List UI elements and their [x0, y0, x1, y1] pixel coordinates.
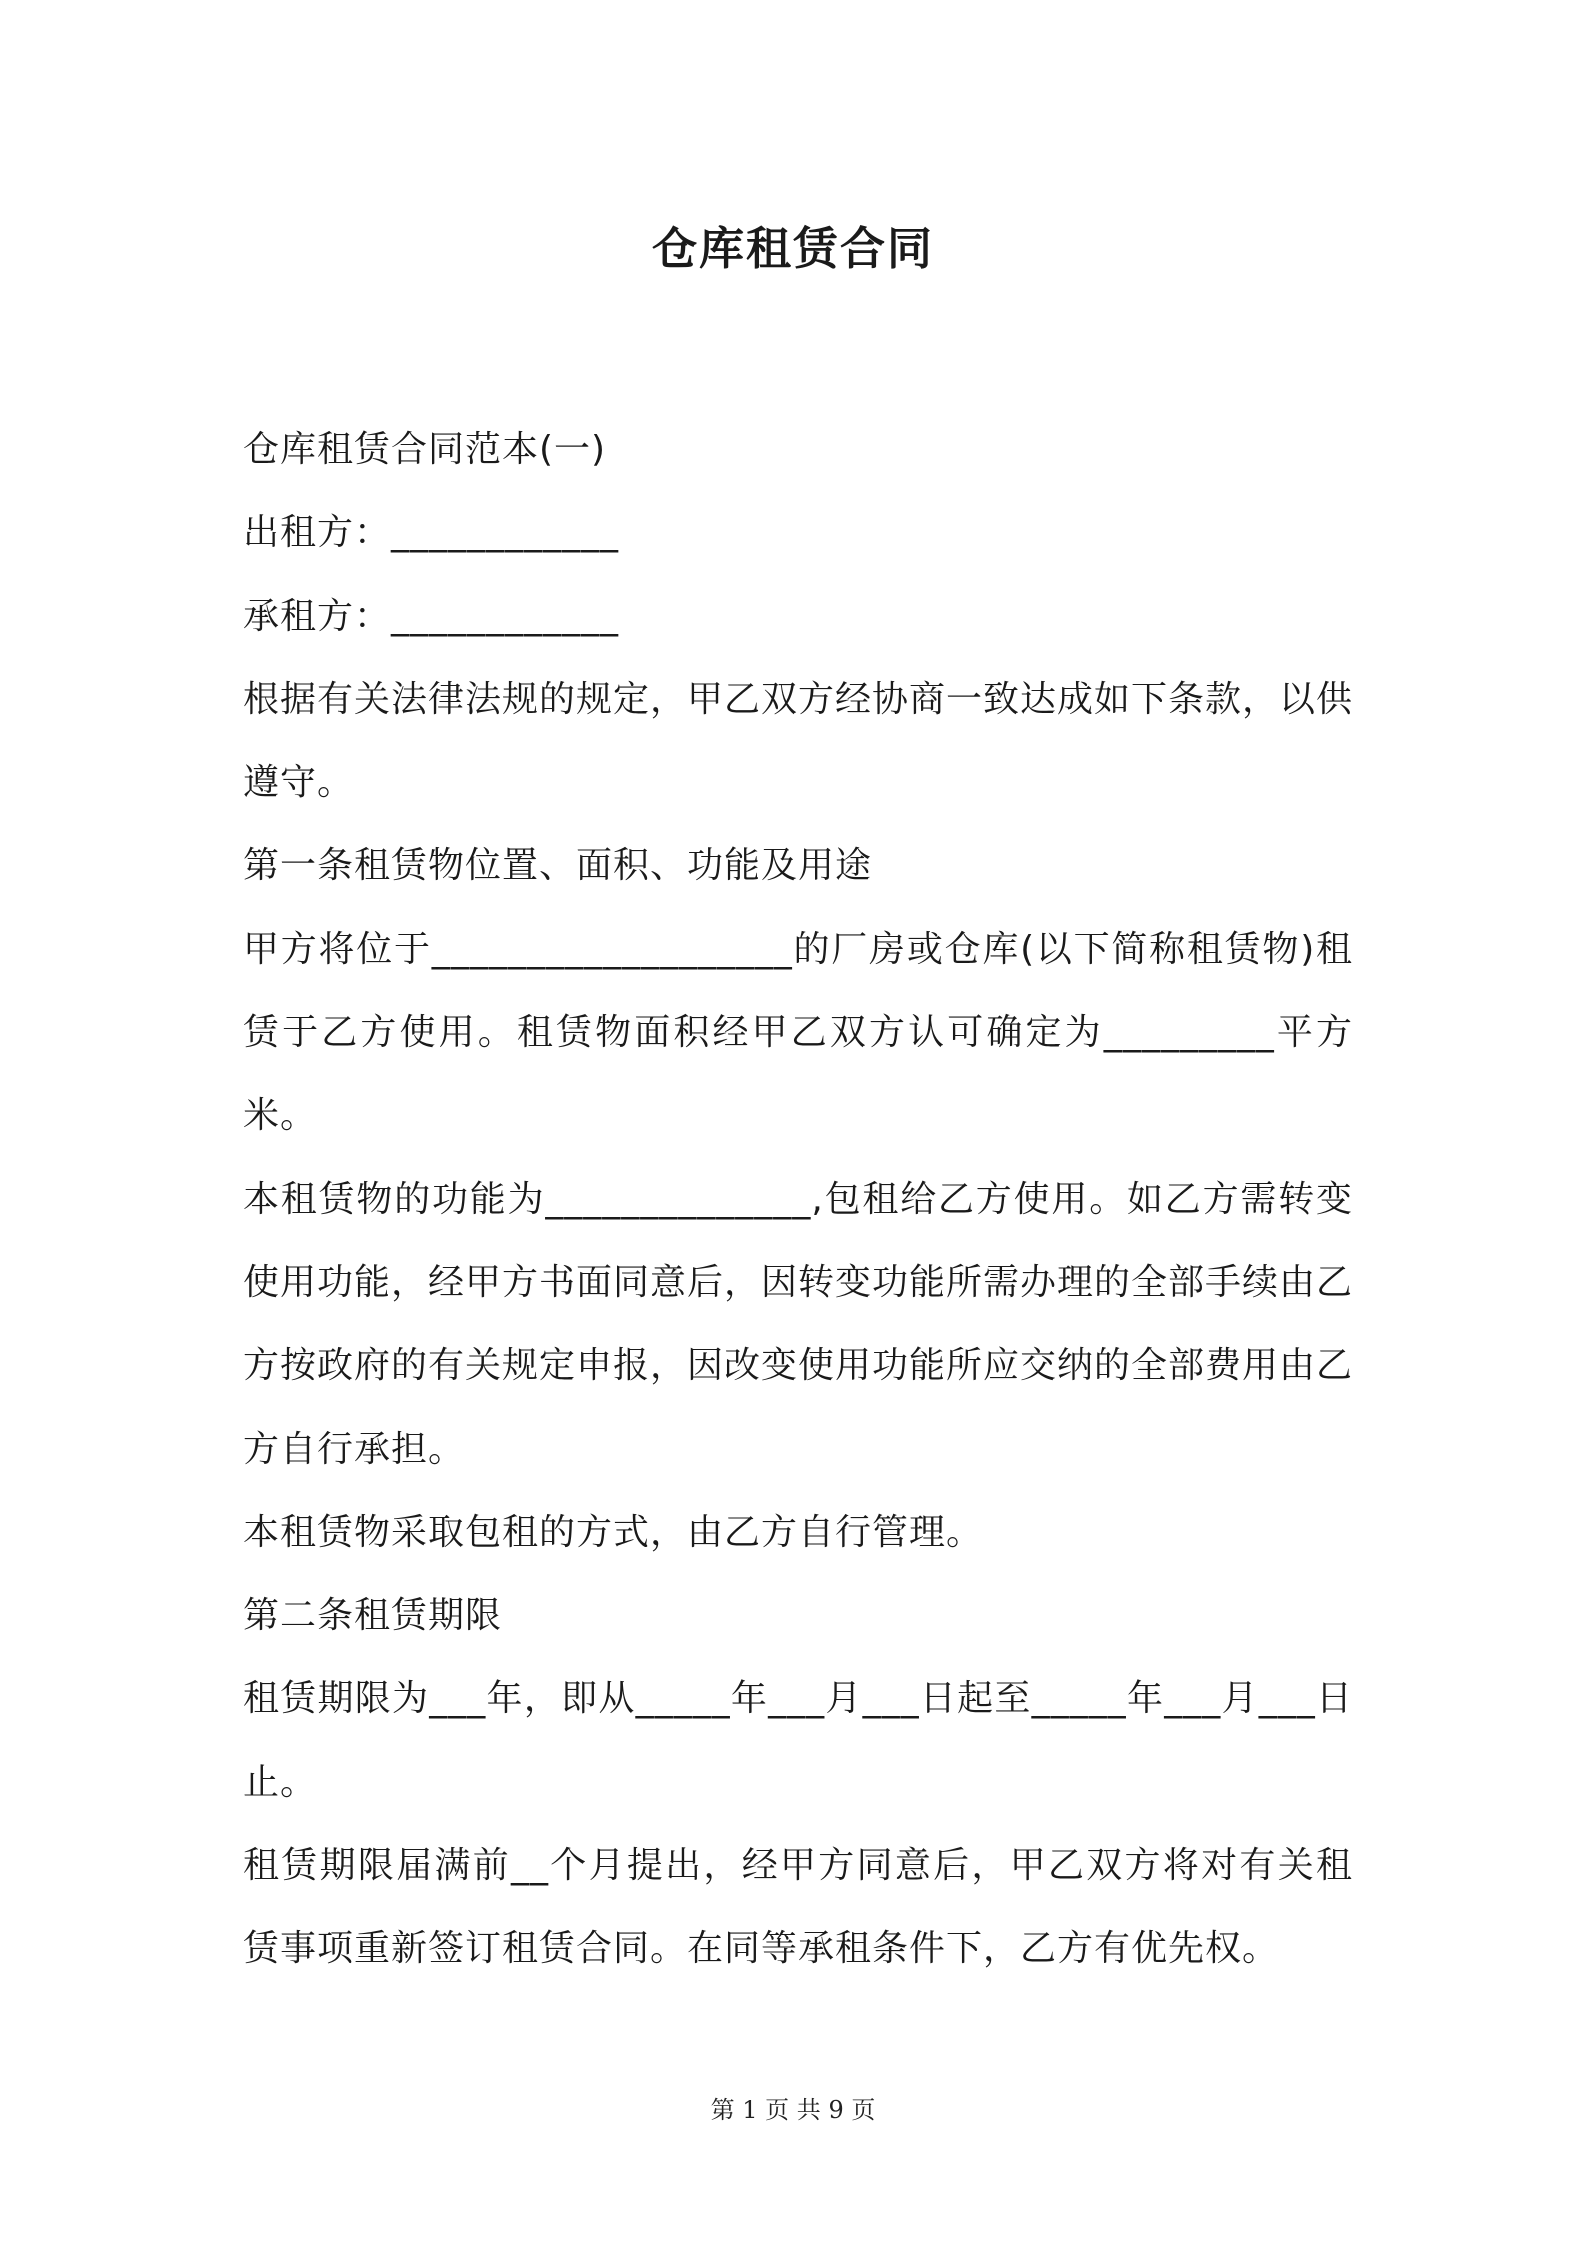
- document-body: [243, 408, 1353, 1991]
- article-1-paragraph-3: 本租赁物采取包租的方式，由乙方自行管理。: [243, 1511, 984, 1553]
- document-title: 仓库租赁合同: [651, 222, 934, 275]
- article-2-paragraph-1: 租赁期限为___年，即从_____年___月___日起至_____年___月___日止。: [243, 1678, 1353, 1803]
- lessor-line: 出租方：____________: [243, 512, 620, 554]
- article-1-paragraph-2: 本租赁物的功能为______________,包租给乙方使用。如乙方需转变使用功能，经甲方书面同意后，因转变功能所需办理的全部手续由乙方按政府的有关规定申报，因改变使用功能所应交纳的全部费用由乙方自行承担。: [243, 1178, 1354, 1470]
- article-1-heading: 第一条租赁物位置、面积、功能及用途: [243, 845, 873, 887]
- section-heading: 仓库租赁合同范本(一): [243, 429, 607, 470]
- lessee-line: 承租方：____________: [243, 595, 620, 637]
- article-2-heading: 第二条租赁期限: [243, 1595, 503, 1637]
- article-1-paragraph-1: 甲方将位于___________________的厂房或仓库(以下简称租赁物)租赁于乙方使用。租赁物面积经甲乙双方认可确定为_________平方米。: [243, 928, 1353, 1137]
- page-number-footer: 第 1 页 共 9 页: [710, 2096, 876, 2124]
- article-2-paragraph-2: 租赁期限届满前__个月提出，经甲方同意后，甲乙双方将对有关租赁事项重新签订租赁合同。在同等承租条件下，乙方有优先权。: [243, 1845, 1353, 1970]
- preamble-paragraph: 根据有关法律法规的规定，甲乙双方经协商一致达成如下条款，以供遵守。: [243, 678, 1354, 804]
